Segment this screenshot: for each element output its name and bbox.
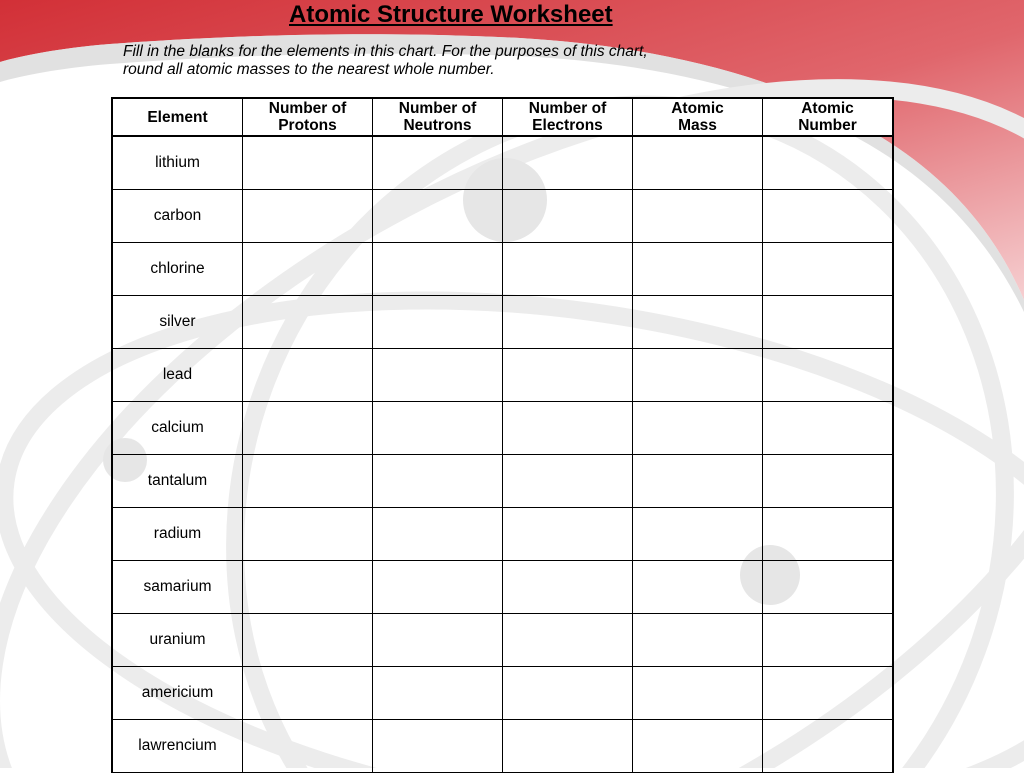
worksheet-title: Atomic Structure Worksheet bbox=[289, 1, 613, 28]
electrons-blank-cell[interactable] bbox=[503, 349, 633, 402]
element-chart bbox=[111, 97, 894, 773]
atomic-number-blank-cell[interactable] bbox=[763, 243, 894, 296]
protons-blank-cell[interactable] bbox=[243, 349, 373, 402]
neutrons-blank-cell[interactable] bbox=[373, 243, 503, 296]
electrons-blank-cell[interactable] bbox=[503, 561, 633, 614]
element-name-cell: lithium bbox=[112, 136, 243, 190]
electrons-blank-cell[interactable] bbox=[503, 508, 633, 561]
protons-blank-cell[interactable] bbox=[243, 667, 373, 720]
atomic-number-blank-cell[interactable] bbox=[763, 296, 894, 349]
instructions-line-2: round all atomic masses to the nearest whole number. bbox=[123, 61, 495, 78]
element-name-cell: silver bbox=[112, 296, 243, 349]
neutrons-blank-cell[interactable] bbox=[373, 455, 503, 508]
atomic-number-blank-cell[interactable] bbox=[763, 402, 894, 455]
neutrons-blank-cell[interactable] bbox=[373, 136, 503, 190]
table-row bbox=[112, 136, 893, 190]
header-atomic-mass: Atomic Mass bbox=[633, 98, 763, 136]
atomic-mass-blank-cell[interactable] bbox=[633, 667, 763, 720]
table-row bbox=[112, 190, 893, 243]
atomic-number-blank-cell[interactable] bbox=[763, 720, 894, 773]
neutrons-blank-cell[interactable] bbox=[373, 296, 503, 349]
atomic-number-blank-cell[interactable] bbox=[763, 561, 894, 614]
element-name-cell: uranium bbox=[112, 614, 243, 667]
electrons-blank-cell[interactable] bbox=[503, 296, 633, 349]
table-row bbox=[112, 243, 893, 296]
element-name-cell: calcium bbox=[112, 402, 243, 455]
atomic-number-blank-cell[interactable] bbox=[763, 136, 894, 190]
atomic-mass-blank-cell[interactable] bbox=[633, 136, 763, 190]
neutrons-blank-cell[interactable] bbox=[373, 561, 503, 614]
atomic-number-blank-cell[interactable] bbox=[763, 455, 894, 508]
atomic-number-blank-cell[interactable] bbox=[763, 508, 894, 561]
electrons-blank-cell[interactable] bbox=[503, 667, 633, 720]
protons-blank-cell[interactable] bbox=[243, 296, 373, 349]
header-element: Element bbox=[112, 98, 243, 136]
neutrons-blank-cell[interactable] bbox=[373, 508, 503, 561]
atomic-mass-blank-cell[interactable] bbox=[633, 243, 763, 296]
neutrons-blank-cell[interactable] bbox=[373, 667, 503, 720]
electrons-blank-cell[interactable] bbox=[503, 455, 633, 508]
protons-blank-cell[interactable] bbox=[243, 402, 373, 455]
atomic-mass-blank-cell[interactable] bbox=[633, 561, 763, 614]
table-row bbox=[112, 720, 893, 773]
atomic-mass-blank-cell[interactable] bbox=[633, 402, 763, 455]
element-name-cell: carbon bbox=[112, 190, 243, 243]
table-row bbox=[112, 455, 893, 508]
neutrons-blank-cell[interactable] bbox=[373, 349, 503, 402]
neutrons-blank-cell[interactable] bbox=[373, 614, 503, 667]
atomic-mass-blank-cell[interactable] bbox=[633, 720, 763, 773]
element-name-cell: chlorine bbox=[112, 243, 243, 296]
protons-blank-cell[interactable] bbox=[243, 136, 373, 190]
neutrons-blank-cell[interactable] bbox=[373, 190, 503, 243]
neutrons-blank-cell[interactable] bbox=[373, 402, 503, 455]
atomic-number-blank-cell[interactable] bbox=[763, 614, 894, 667]
electrons-blank-cell[interactable] bbox=[503, 190, 633, 243]
atomic-mass-blank-cell[interactable] bbox=[633, 190, 763, 243]
atomic-mass-blank-cell[interactable] bbox=[633, 614, 763, 667]
header-protons: Number of Protons bbox=[243, 98, 373, 136]
electrons-blank-cell[interactable] bbox=[503, 402, 633, 455]
neutrons-blank-cell[interactable] bbox=[373, 720, 503, 773]
table-row bbox=[112, 561, 893, 614]
element-name-cell: americium bbox=[112, 667, 243, 720]
protons-blank-cell[interactable] bbox=[243, 720, 373, 773]
element-name-cell: samarium bbox=[112, 561, 243, 614]
protons-blank-cell[interactable] bbox=[243, 243, 373, 296]
protons-blank-cell[interactable] bbox=[243, 508, 373, 561]
electrons-blank-cell[interactable] bbox=[503, 136, 633, 190]
electrons-blank-cell[interactable] bbox=[503, 720, 633, 773]
protons-blank-cell[interactable] bbox=[243, 455, 373, 508]
element-name-cell: lead bbox=[112, 349, 243, 402]
protons-blank-cell[interactable] bbox=[243, 561, 373, 614]
protons-blank-cell[interactable] bbox=[243, 614, 373, 667]
electrons-blank-cell[interactable] bbox=[503, 614, 633, 667]
element-name-cell: lawrencium bbox=[112, 720, 243, 773]
header-atomic-number: Atomic Number bbox=[763, 98, 894, 136]
atomic-mass-blank-cell[interactable] bbox=[633, 349, 763, 402]
atomic-mass-blank-cell[interactable] bbox=[633, 296, 763, 349]
atomic-number-blank-cell[interactable] bbox=[763, 667, 894, 720]
atomic-mass-blank-cell[interactable] bbox=[633, 455, 763, 508]
table-row bbox=[112, 614, 893, 667]
header-row bbox=[112, 98, 893, 136]
atomic-mass-blank-cell[interactable] bbox=[633, 508, 763, 561]
atomic-number-blank-cell[interactable] bbox=[763, 190, 894, 243]
element-name-cell: radium bbox=[112, 508, 243, 561]
table-row bbox=[112, 349, 893, 402]
table-row bbox=[112, 296, 893, 349]
electrons-blank-cell[interactable] bbox=[503, 243, 633, 296]
protons-blank-cell[interactable] bbox=[243, 190, 373, 243]
table-row bbox=[112, 402, 893, 455]
table-row bbox=[112, 667, 893, 720]
atomic-number-blank-cell[interactable] bbox=[763, 349, 894, 402]
table-row bbox=[112, 508, 893, 561]
element-name-cell: tantalum bbox=[112, 455, 243, 508]
instructions-line-1: Fill in the blanks for the elements in this chart. For the purposes of this chart, bbox=[123, 43, 648, 60]
header-neutrons: Number of Neutrons bbox=[373, 98, 503, 136]
header-electrons: Number of Electrons bbox=[503, 98, 633, 136]
chart-body bbox=[112, 136, 893, 773]
instructions bbox=[123, 43, 883, 79]
